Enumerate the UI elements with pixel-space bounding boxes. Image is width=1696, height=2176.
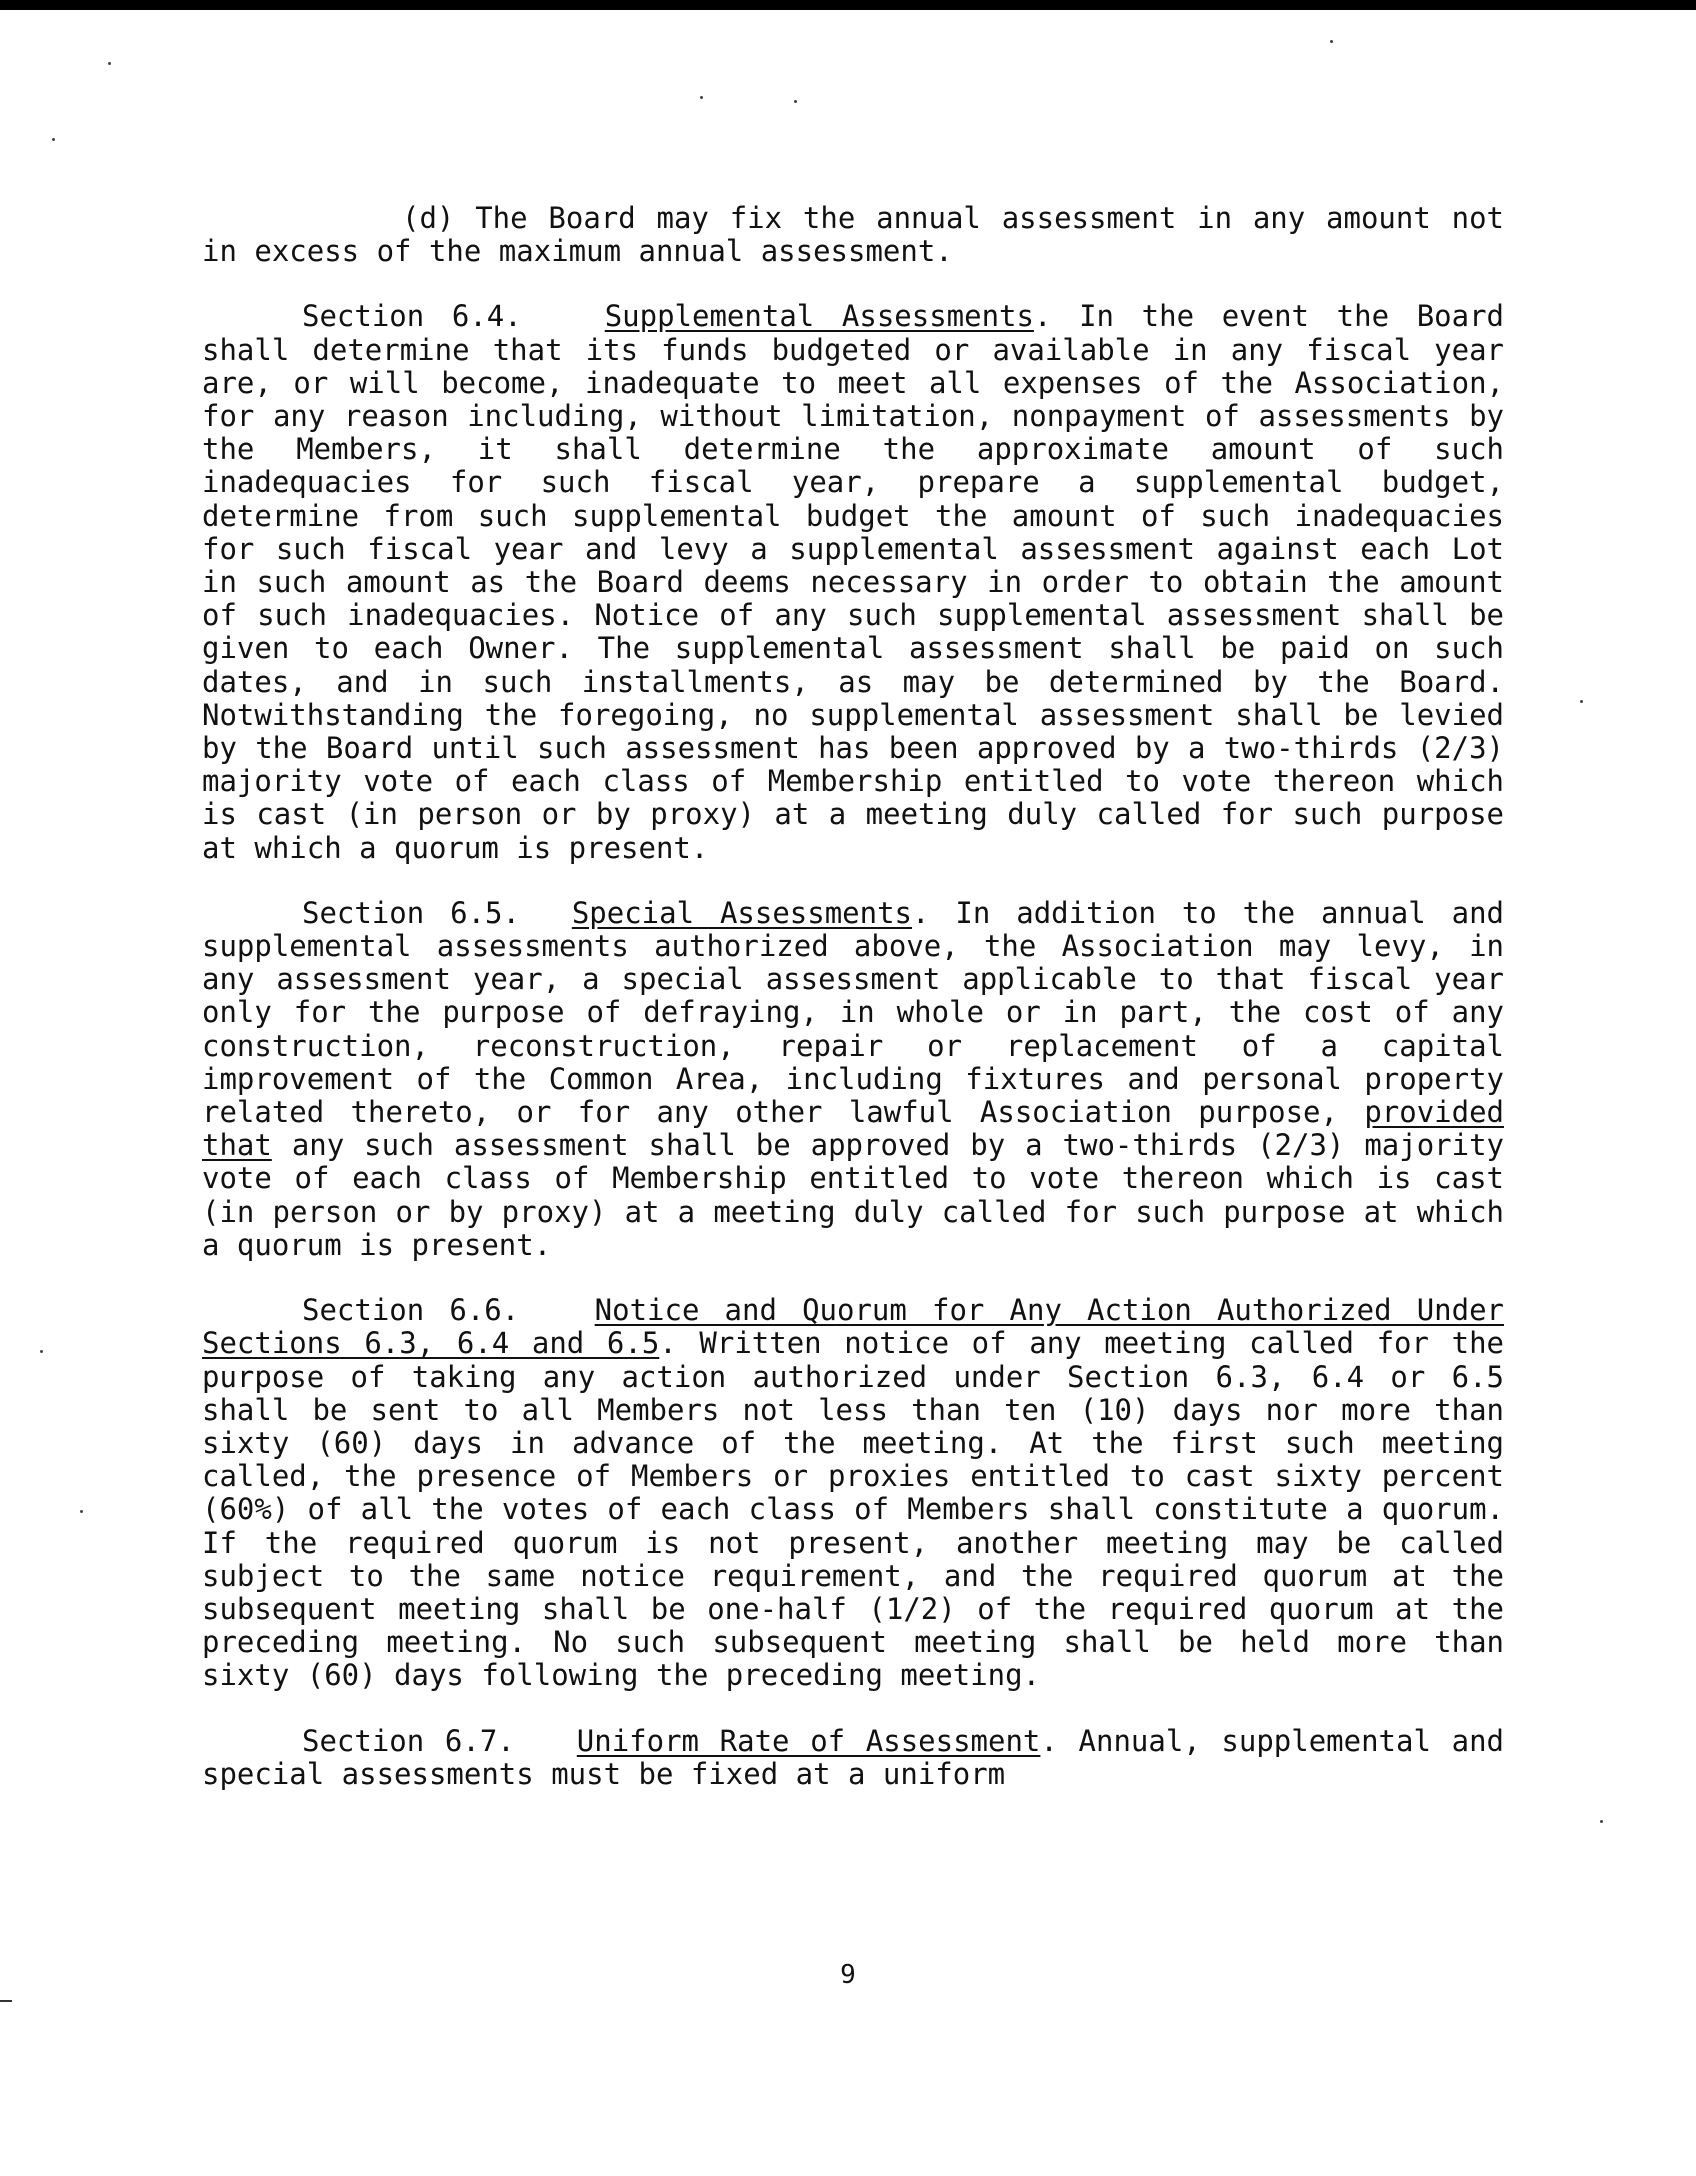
section-6-7 (202, 1725, 1504, 1791)
section-number: Section 6.4. (302, 299, 522, 334)
paragraph-text: (d) The Board may fix the annual assessment in any amount not in excess of the maximum annual assessment. (202, 201, 1504, 269)
section-body: . Written notice of any meeting called for the purpose of taking any action authorized under Section 6.3, 6.4 or 6.5 shall be sent to all Members not less than ten (10) days nor more than sixty (60) days in advance of the meeting. At the first such meeting called, the presence of Members or proxies entitled to cast sixty percent (60%) of all the votes of each class of Members shall constitute a quorum. If the required quorum is not present, another meeting may be called subject to the same notice requirement, and the required quorum at the subsequent meeting shall be one-half (1/2) of the required quorum at the preceding meeting. No such subsequent meeting shall be held more than sixty (60) days following the preceding meeting. (202, 1326, 1504, 1693)
section-6-6 (202, 1294, 1504, 1692)
scan-speck (52, 138, 55, 141)
scan-speck (108, 62, 111, 65)
section-body: . Annual, supplemental and special assessments must be fixed at a uniform (202, 1723, 1504, 1791)
section-heading: Notice and Quorum for Any Action Authorized Under Sections 6.3, 6.4 and 6.5 (202, 1293, 1504, 1361)
scan-edge-mark (0, 2000, 12, 2002)
paragraph-6-3-d (202, 202, 1504, 268)
section-number: Section 6.6. (302, 1293, 520, 1328)
provided-that-phrase: provided that (202, 1095, 1504, 1163)
section-6-5 (202, 897, 1504, 1262)
document-page (202, 202, 1504, 1823)
scan-speck (700, 96, 703, 99)
scan-speck (40, 1350, 43, 1353)
top-scan-border (0, 0, 1696, 10)
page-number: 9 (840, 1960, 856, 1990)
section-heading: Special Assessments (571, 895, 913, 930)
section-6-4 (202, 300, 1504, 864)
section-heading: Supplemental Assessments (604, 299, 1034, 334)
scan-speck (1600, 1820, 1603, 1823)
scan-speck (1580, 700, 1583, 703)
section-number: Section 6.7. (302, 1723, 515, 1758)
section-number: Section 6.5. (302, 895, 520, 930)
scan-speck (80, 1510, 83, 1513)
section-body: any such assessment shall be approved by a two-thirds (2/3) majority vote of each class of Membership entitled to vote thereon which is cast (in person or by proxy) at a meeting duly called for such purpose at which a quorum is present. (202, 1128, 1504, 1262)
scan-speck (1330, 40, 1333, 43)
scan-speck (794, 100, 797, 103)
section-body: . In the event the Board shall determine that its funds budgeted or available in any fiscal year are, or will become, inadequate to meet all expenses of the Association, for any reason including, without limitation, nonpayment of assessments by the Members, it shall determine the approximate amount of such inadequacies for such fiscal year, prepare a supplemental budget, determine from such supplemental budget the amount of such inadequacies for such fiscal year and levy a supplemental assessment against each Lot in such amount as the Board deems necessary in order to obtain the amount of such inadequacies. Notice of any such supplemental assessment shall be given to each Owner. The supplemental assessment shall be paid on such dates, and in such installments, as may be determined by the Board. Notwithstanding the foregoing, no supplemental assessment shall be levied by the Board until such assessment has been approved by a two-thirds (2/3) majority vote of each class of Membership entitled to vote thereon which is cast (in person or by proxy) at a meeting duly called for such purpose at which a quorum is present. (202, 299, 1504, 865)
section-body: . In addition to the annual and supplemental assessments authorized above, the Association may levy, in any assessment year, a special assessment applicable to that fiscal year only for the purpose of defraying, in whole or in part, the cost of any construction, reconstruction, repair or replacement of a capital improvement of the Common Area, including fixtures and personal property related thereto, or for any other lawful Association purpose, (202, 895, 1505, 1130)
section-heading: Uniform Rate of Assessment (576, 1723, 1041, 1758)
